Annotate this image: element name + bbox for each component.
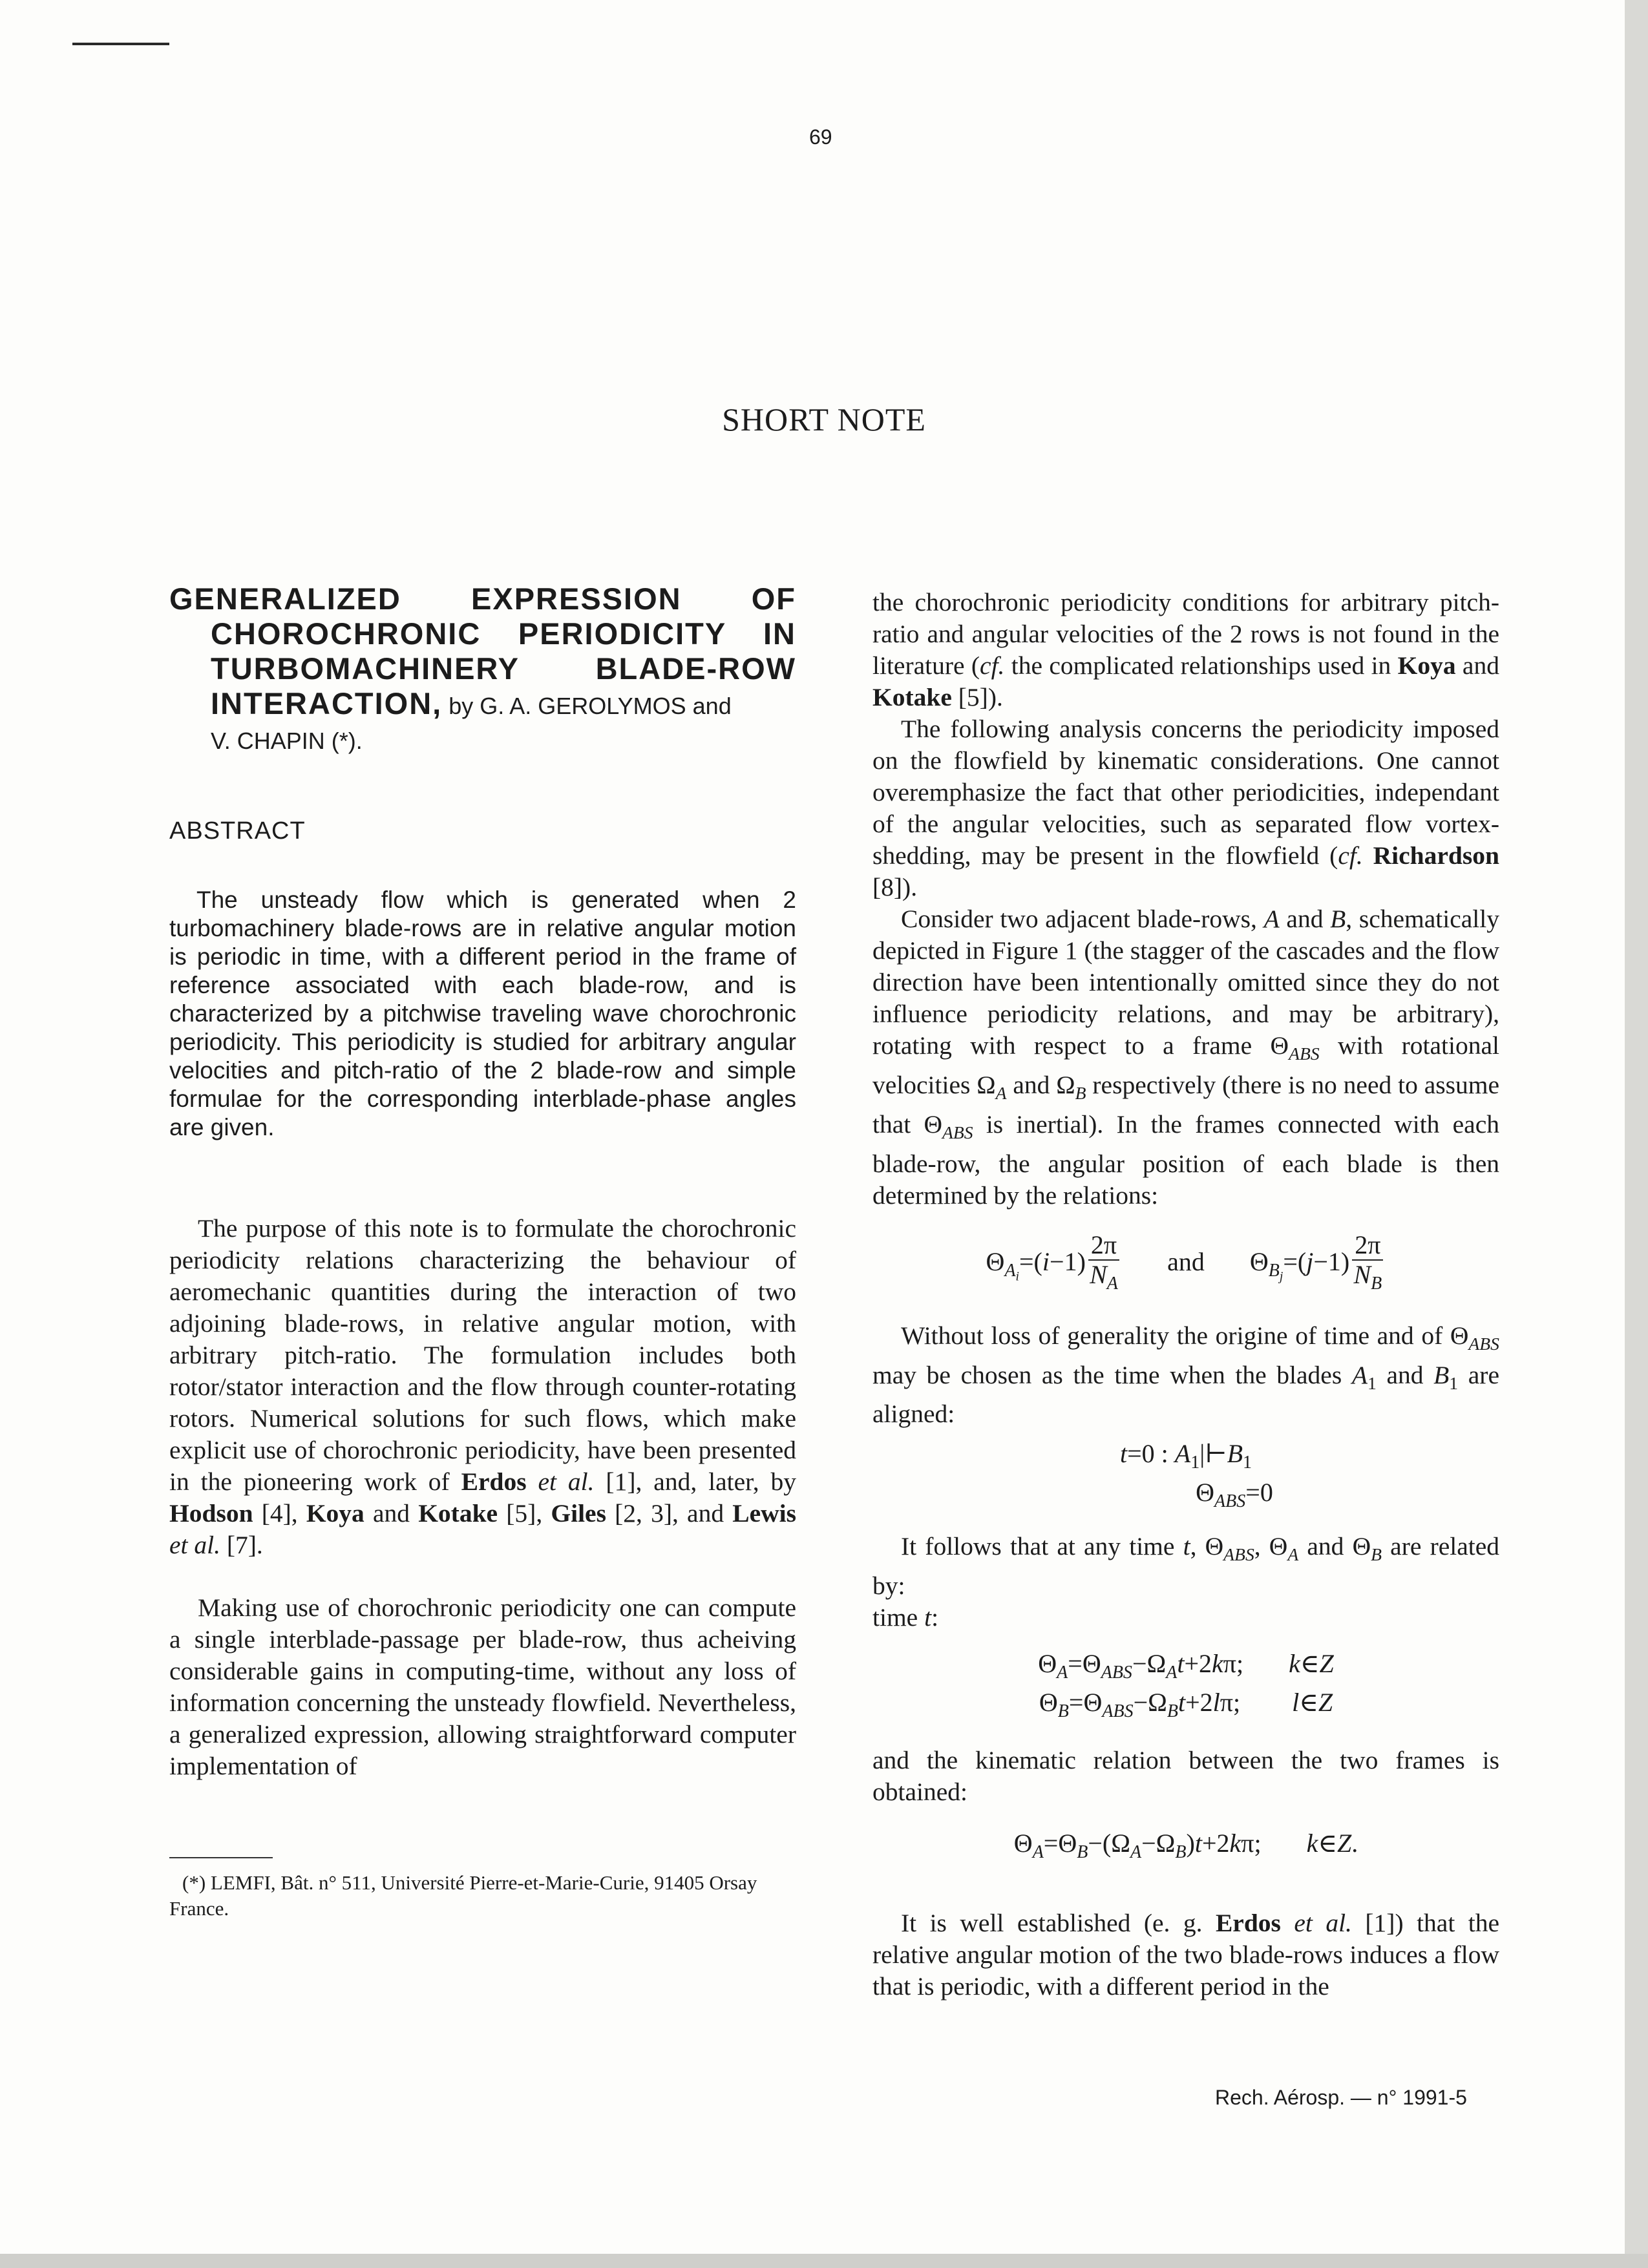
left-paragraph-2: Making use of chorochronic periodicity one can compute a single interblade-passage per blade-row, thus acheiving considerable gains in computing-time, without any loss of information concerning the unsteady flowfield. Nevertheless, a generalized expression, allowing straightforward computer implementation of xyxy=(169,1593,796,1780)
footnote-rule xyxy=(169,1857,273,1858)
equation-blade-angles: $\Theta_{A_i}=(i-1)$ $\frac{2\pi}{N_A}$ and $\Theta_{B_j}=(j-1)$ $\frac{2\pi}{N_B}$ xyxy=(872,1231,1499,1298)
title-line-2: CHOROCHRONIC PERIODICITY IN xyxy=(211,616,796,651)
title-last-word: INTERACTION, xyxy=(211,686,443,720)
left-column xyxy=(169,582,796,1922)
right-paragraph-2: The following analysis concerns the periodicity imposed on the flowfield by kinematic considerations. One cannot overemphasize the fact that other periodicities, independant of the angular velocities, such as separated flow vortex-shedding, may be present in the flowfield (cf. Richardson [8]). xyxy=(872,715,1499,901)
equation-and: and xyxy=(1167,1246,1205,1276)
scan-edge-bottom xyxy=(0,2254,1648,2268)
byline-continued: V. CHAPIN (*). xyxy=(211,728,363,754)
scan-edge-right xyxy=(1625,0,1648,2268)
byline: by G. A. GEROLYMOS and xyxy=(442,693,732,719)
equation-kinematic: $\Theta_A=\Theta_B-(\Omega_A-\Omega_B)t+2k\pi$; k∈Z. xyxy=(1013,1829,1358,1863)
right-paragraph-6: and the kinematic relation between the two frames is obtained: xyxy=(872,1746,1499,1807)
footnote: (*) LEMFI, Bât. n° 511, Université Pierre-et-Marie-Curie, 91405 Orsay France. xyxy=(169,1871,757,1920)
left-paragraph-1: The purpose of this note is to formulate the chorochronic periodicity relations characterizing the behaviour of aeromechanic quantities during the interaction of two adjoining blade-rows, in relative angular motion, with arbitrary pitch-ratio. The formulation includes both rotor/stator interaction and the flow through counter-rotating rotors. Numerical solutions for such flows, which make explicit use of chorochronic periodicity, have been presented in the pioneering work of Erdos et al. [1], and, later, by Hodson [4], Koya and Kotake [5], Giles [2, 3], and Lewis et al. [7]. xyxy=(169,1214,796,1559)
right-paragraph-7: It is well established (e. g. Erdos et al. [1]) that the relative angular motion of the two blade-rows induces a flow that is periodic, with a different period in the xyxy=(872,1909,1500,2001)
title-line-4 xyxy=(169,686,796,724)
right-column xyxy=(872,587,1499,2002)
right-paragraph-1: the chorochronic periodicity conditions for arbitrary pitch-ratio and angular velocities of the 2 rows is not found in the literature (cf. the complicated relationships used in Koya and Kotake [5]). xyxy=(872,588,1499,711)
abstract-text: The unsteady flow which is generated when 2 turbomachinery blade-rows are in relative angular motion is periodic in time, with a different period in the frame of reference associated with each blade-row, and is characterized by a pitchwise traveling wave chorochronic periodicity. This periodicity is studied for arbitrary angular velocities and pitch-ratio of the 2 blade-row and simple formulae for the corresponding interblade-phase angles are given. xyxy=(169,887,796,1140)
journal-footer: Rech. Aérosp. — n° 1991-5 xyxy=(1215,2086,1467,2109)
section-heading: SHORT NOTE xyxy=(722,401,926,437)
page-number: 69 xyxy=(809,125,832,149)
title-line-3: TURBOMACHINERY BLADE-ROW xyxy=(211,651,796,686)
title-line-1: GENERALIZED EXPRESSION OF xyxy=(169,582,796,616)
abstract-heading: ABSTRACT xyxy=(169,817,306,845)
crop-mark xyxy=(72,43,169,45)
right-paragraph-3: Consider two adjacent blade-rows, A and B, schematically depicted in Figure 1 (the stagger of the cascades and the flow direction have been intentionally omitted since they do not influence periodicity relations, and may be arbitrary), rotating with respect to a frame $\Theta_{ABS}$ with rotational velocities $\Omega_A$ and $\Omega_B$ respectively (there is no need to assume that $\Theta_{ABS}$ is inertial). In the frames connected with each blade-row, the angular position of each blade is then determined by the relations: xyxy=(872,905,1499,1210)
equation-frames: $\Theta_A=\Theta_{ABS}-\Omega_At+2k\pi$; k∈Z $\Theta_B=\Theta_{ABS}-\Omega_Bt+2l\pi$; l∈Z xyxy=(1038,1649,1334,1722)
equation-alignment: t=0 : $A_1|⊢B_1$ $\Theta_{ABS}=0$ xyxy=(1119,1439,1273,1512)
right-paragraph-4: Without loss of generality the origine of time and of $\Theta_{ABS}$ may be chosen as the time when the blades $A_1$ and $B_1$ are aligned: xyxy=(872,1321,1499,1429)
right-paragraph-5: It follows that at any time t, $\Theta_{ABS}$, $\Theta_A$ and $\Theta_B$ are related by: time t: xyxy=(872,1532,1500,1632)
